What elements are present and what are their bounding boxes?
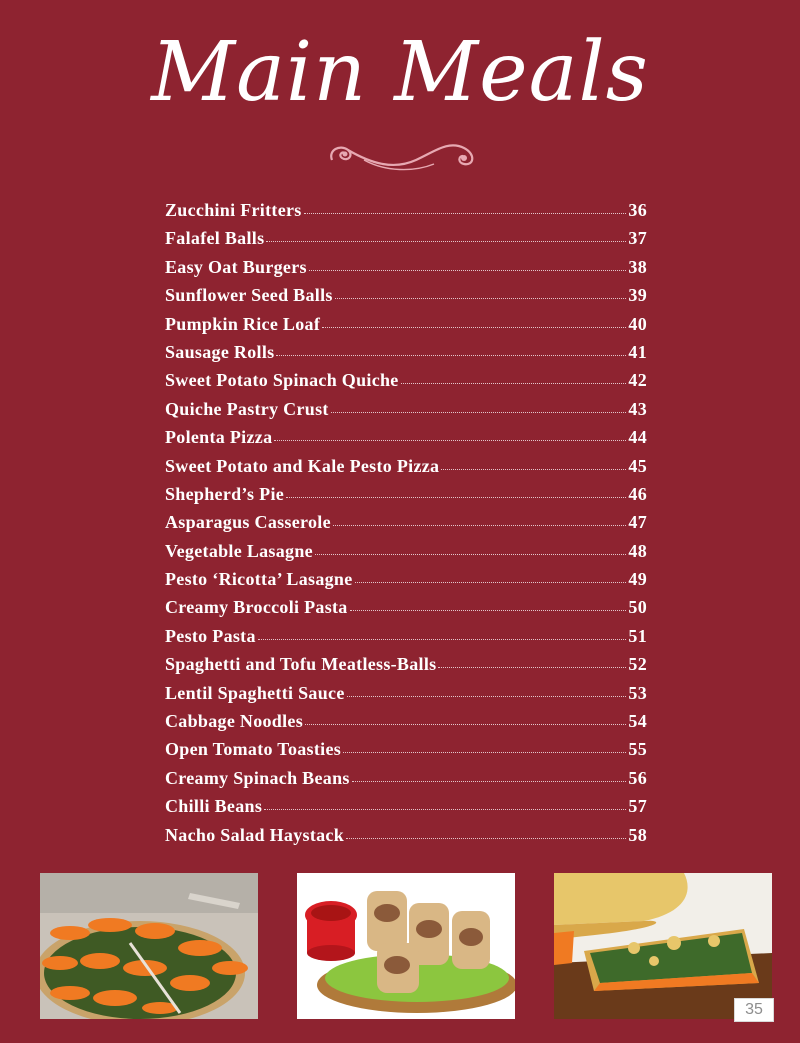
toc-entry-title: Zucchini Fritters — [165, 200, 302, 220]
toc-entry — [165, 569, 647, 597]
toc-entry — [165, 683, 647, 711]
pizza-photo-icon — [40, 873, 258, 1019]
toc-entry — [165, 456, 647, 484]
photo-pizza — [40, 873, 258, 1019]
toc-entry-page: 51 — [628, 625, 647, 646]
toc-entry — [165, 825, 647, 853]
toc-entry-title: Lentil Spaghetti Sauce — [165, 682, 345, 703]
dot-leader — [274, 440, 626, 441]
toc-entry-page: 37 — [628, 228, 647, 249]
toc-entry-title: Open Tomato Toasties — [165, 739, 342, 760]
dot-leader — [266, 241, 626, 242]
toc-entry-title: Creamy Spinach Beans — [165, 767, 350, 788]
toc-entry-page: 53 — [628, 682, 647, 703]
dot-leader — [258, 639, 627, 640]
dot-leader — [346, 838, 626, 839]
dot-leader — [331, 412, 627, 413]
toc-entry-page: 49 — [628, 569, 647, 590]
dot-leader — [401, 383, 627, 384]
toc-entry — [165, 541, 647, 569]
dot-leader — [322, 327, 626, 328]
toc-entry-title: Spaghetti and Tofu Meatless-Balls — [165, 654, 437, 675]
swirl-ornament-icon — [324, 134, 486, 178]
toc-entry-page: 41 — [628, 341, 647, 362]
dot-leader — [264, 809, 626, 810]
toc-entry — [165, 768, 647, 796]
toc-entry-page: 54 — [628, 711, 647, 732]
toc-entry-title: Pesto Pasta — [165, 625, 256, 646]
dot-leader — [441, 469, 626, 470]
toc-entry — [165, 257, 647, 285]
toc-entry-page: 45 — [628, 455, 647, 476]
toc-entry-title: Easy Oat Burgers — [165, 256, 307, 277]
toc-entry-title: Asparagus Casserole — [165, 512, 331, 533]
toc-entry — [165, 314, 647, 342]
dot-leader — [305, 724, 626, 725]
toc-entry — [165, 399, 647, 427]
toc-entry — [165, 342, 647, 370]
toc-entry-page: 57 — [628, 796, 647, 817]
toc-entry — [165, 228, 647, 256]
toc-entry — [165, 739, 647, 767]
toc-entry-page: 39 — [628, 285, 647, 306]
toc-entry-page: 50 — [628, 597, 647, 618]
toc-entry-page: 43 — [628, 398, 647, 419]
toc-entry-title: Falafel Balls — [165, 228, 265, 249]
toc-entry-title: Sausage Rolls — [165, 341, 275, 362]
toc-entry — [165, 484, 647, 512]
dot-leader — [333, 525, 627, 526]
toc-entry — [165, 512, 647, 540]
dot-leader — [343, 752, 626, 753]
toc-entry-page: 44 — [628, 427, 647, 448]
dot-leader — [350, 610, 627, 611]
dot-leader — [309, 270, 627, 271]
toc-entry-page: 58 — [628, 824, 647, 845]
dot-leader — [352, 781, 627, 782]
toc-entry-page: 48 — [628, 540, 647, 561]
toc-entry-title: Sweet Potato and Kale Pesto Pizza — [165, 455, 440, 476]
toc-entry-page: 36 — [628, 200, 647, 220]
toc-entry-title: Polenta Pizza — [165, 427, 273, 448]
toc-entry — [165, 654, 647, 682]
page-title: Main Meals — [151, 25, 649, 120]
table-of-contents — [165, 200, 647, 853]
toc-entry — [165, 796, 647, 824]
toc-entry-title: Shepherd’s Pie — [165, 483, 285, 504]
dot-leader — [335, 298, 627, 299]
dot-leader — [355, 582, 627, 583]
toc-entry — [165, 626, 647, 654]
toc-entry-title: Vegetable Lasagne — [165, 540, 313, 561]
dot-leader — [315, 554, 626, 555]
toc-entry — [165, 427, 647, 455]
toc-entry-title: Pesto ‘Ricotta’ Lasagne — [165, 569, 353, 590]
dot-leader — [347, 696, 627, 697]
toc-entry-page: 56 — [628, 767, 647, 788]
toc-entry-page: 40 — [628, 313, 647, 334]
toc-entry-page: 55 — [628, 739, 647, 760]
toc-entry-title: Quiche Pastry Crust — [165, 398, 329, 419]
toc-entry-title: Chilli Beans — [165, 796, 263, 817]
toc-entry-title: Sunflower Seed Balls — [165, 285, 333, 306]
toc-entry-title: Creamy Broccoli Pasta — [165, 597, 348, 618]
page-number: 35 — [734, 998, 774, 1022]
toc-entry-title: Sweet Potato Spinach Quiche — [165, 370, 399, 391]
toc-entry-page: 52 — [628, 654, 647, 675]
dot-leader — [304, 213, 627, 214]
sausage-rolls-photo-icon — [297, 873, 515, 1019]
toc-entry — [165, 200, 647, 228]
toc-entry — [165, 370, 647, 398]
toc-entry-page: 42 — [628, 370, 647, 391]
toc-entry — [165, 285, 647, 313]
toc-entry-page: 47 — [628, 512, 647, 533]
dot-leader — [438, 667, 626, 668]
toc-entry — [165, 711, 647, 739]
photo-sausage-rolls — [297, 873, 515, 1019]
toc-entry — [165, 597, 647, 625]
toc-entry-title: Nacho Salad Haystack — [165, 824, 345, 845]
dot-leader — [286, 497, 626, 498]
toc-entry-page: 38 — [628, 256, 647, 277]
dot-leader — [276, 355, 626, 356]
toc-entry-title: Pumpkin Rice Loaf — [165, 313, 321, 334]
toc-entry-page: 46 — [628, 483, 647, 504]
toc-entry-title: Cabbage Noodles — [165, 711, 304, 732]
